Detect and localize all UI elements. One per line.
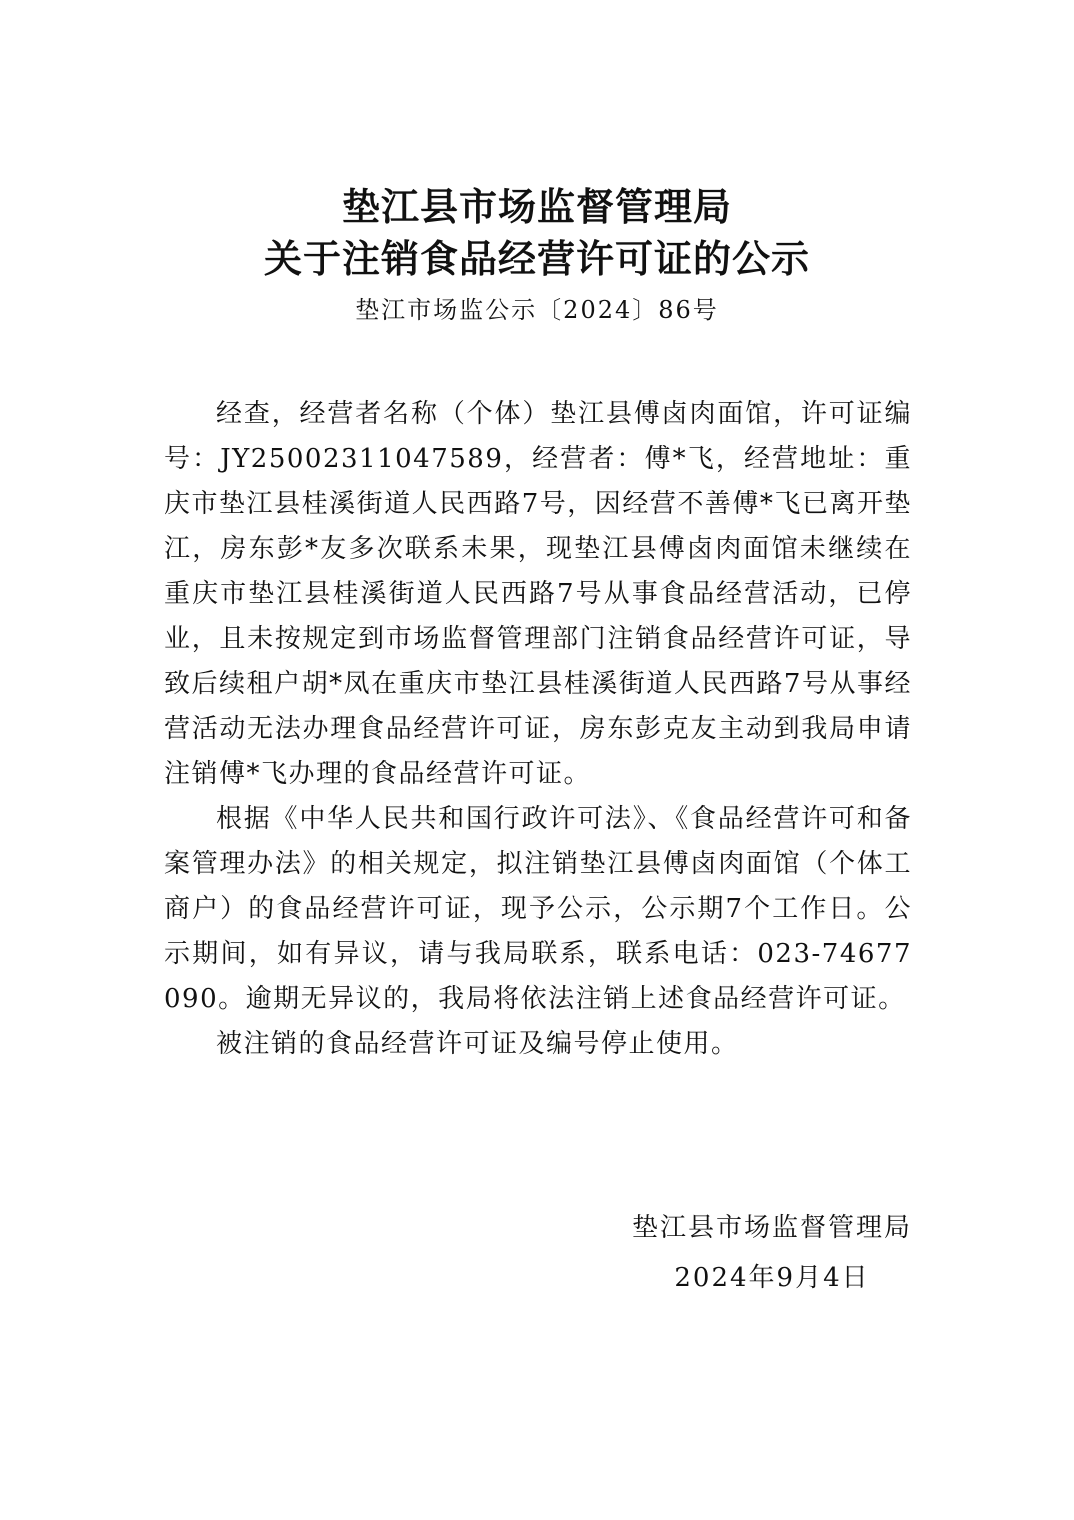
issuing-authority: 垫江县市场监督管理局: [631, 1213, 912, 1243]
paragraph-legal-basis: 根据《中华人民共和国行政许可法》、《食品经营许可和备案管理办法》的相关规定，拟注销垫江县傅卤肉面馆（个体工商户）的食品经营许可证，现予公示，公示期7个工作日。公示期间，如有异议，请与我局联系，联系电话：023-74677090。逾期无异议的，我局将依法注销上述食品经营许可证。: [164, 804, 912, 1014]
signature-block: [632, 1203, 912, 1303]
document-number: 垫江市场监公示〔2024〕86号: [355, 296, 719, 324]
paragraph-notice: 被注销的食品经营许可证及编号停止使用。: [216, 1029, 739, 1059]
page-title-line-2: 关于注销食品经营许可证的公示: [263, 236, 810, 281]
issue-date: 2024年9月4日: [674, 1263, 870, 1293]
paragraph-findings: 经查，经营者名称（个体）垫江县傅卤肉面馆，许可证编号：JY25002311047589，经营者：傅*飞，经营地址：重庆市垫江县桂溪街道人民西路7号，因经营不善傅*飞已离开垫江，房东彭*友多次联系未果，现垫江县傅卤肉面馆未继续在重庆市垫江县桂溪街道人民西路7号从事食品经营活动，已停业，且未按规定到市场监督管理部门注销食品经营许可证，导致后续租户胡*凤在重庆市垫江县桂溪街道人民西路7号从事经营活动无法办理食品经营许可证，房东彭克友主动到我局申请注销傅*飞办理的食品经营许可证。: [164, 399, 912, 789]
page-title-line-1: 垫江县市场监督管理局: [341, 184, 732, 229]
document-body: [164, 392, 912, 1067]
